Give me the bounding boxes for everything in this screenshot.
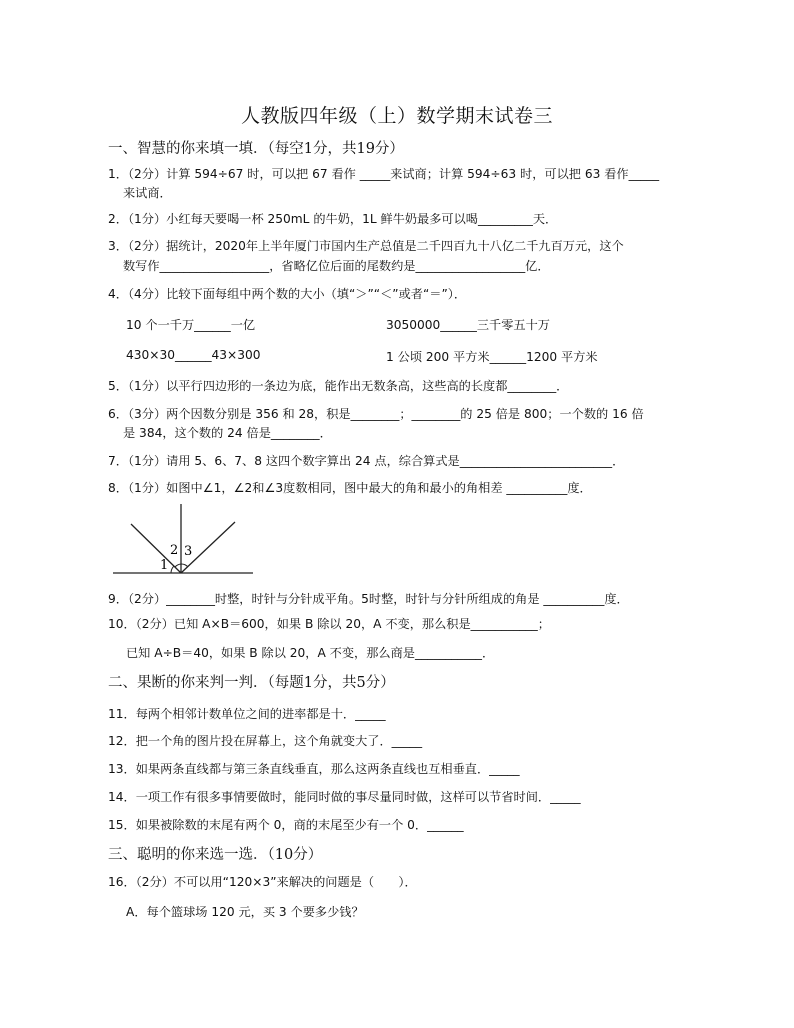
angle-2-arc: [175, 564, 181, 567]
section-heading-judge: 二、果断的你来判一判．（每题1分，共5分）: [108, 675, 395, 691]
angle-label-2: 2: [170, 543, 179, 558]
question-10: 10．（2分）已知 A×B＝600，如果 B 除以 20，A 不变，那么积是___________；: [108, 617, 550, 631]
page-title: 人教版四年级（上）数学期末试卷三: [240, 105, 553, 127]
question-14: 14．一项工作有很多事情要做时，能同时做的事尽量同时做，这样可以节省时间．_____: [108, 790, 581, 804]
question-3: 3．（2分）据统计，2020年上半年厦门市国内生产总值是二千四百九十八亿二千九百万元，这个: [108, 239, 624, 253]
question-15: 15．如果被除数的末尾有两个 0，商的末尾至少有一个 0．______: [108, 818, 464, 832]
angle-label-1: 1: [160, 558, 169, 573]
angle-1-arc: [171, 566, 174, 573]
question-6: 6．（3分）两个因数分别是 356 和 28，积是________；________的 25 倍是 800；一个数的 16 倍: [108, 407, 644, 421]
question-13: 13．如果两条直线都与第三条直线垂直，那么这两条直线也互相垂直．_____: [108, 762, 520, 776]
question-4-item: 1 公顷 200 平方米______1200 平方米: [386, 350, 598, 364]
question-4-item: 430×30______43×300: [126, 348, 261, 362]
question-12: 12．把一个角的图片投在屏幕上，这个角就变大了．_____: [108, 734, 423, 748]
angle-label-3: 3: [184, 544, 193, 559]
angle-3-arc: [181, 564, 188, 567]
question-2: 2．（1分）小红每天要喝一杯 250mL 的牛奶，1L 鲜牛奶最多可以喝_________天．: [108, 212, 558, 226]
question-4-item: 10 个一千万______一亿: [126, 318, 256, 332]
question-8: 8．（1分）如图中∠1，∠2和∠3度数相同，图中最大的角和最小的角相差 __________度．: [108, 481, 592, 495]
question-10-cont: 已知 A÷B＝40，如果 B 除以 20，A 不变，那么商是___________．: [126, 646, 495, 660]
section-heading-choose: 三、聪明的你来选一选．（10分）: [108, 847, 323, 863]
question-16: 16．（2分）不可以用“120×3”来解决的问题是（ ）．: [108, 875, 417, 889]
question-9: 9．（2分）________时整，时针与分针成平角。5时整，时针与分针所组成的角是 __________度．: [108, 592, 629, 606]
question-4-item: 3050000______三千零五十万: [386, 318, 550, 332]
question-6-cont: 是 384，这个数的 24 倍是________．: [123, 426, 332, 440]
question-5: 5．（1分）以平行四边形的一条边为底，能作出无数条高，这些高的长度都________．: [108, 379, 569, 393]
angle-figure: [113, 500, 253, 580]
question-1-cont: 来试商．: [123, 186, 172, 200]
question-3-cont: 数写作__________________，省略亿位后面的尾数约是__________________亿．: [123, 259, 550, 273]
section-heading-fill: 一、智慧的你来填一填．（每空1分，共19分）: [108, 141, 404, 157]
question-7: 7．（1分）请用 5、6、7、8 这四个数字算出 24 点，综合算式是_________________________．: [108, 454, 625, 468]
question-4: 4．（4分）比较下面每组中两个数的大小（填“＞”“＜”或者“＝”）．: [108, 287, 467, 301]
question-1: 1．（2分）计算 594÷67 时，可以把 67 看作 _____来试商；计算 594÷63 时，可以把 63 看作_____: [108, 167, 660, 181]
question-16-option-a: A．每个篮球场 120 元，买 3 个要多少钱？: [126, 905, 364, 919]
question-11: 11．每两个相邻计数单位之间的进率都是十．_____: [108, 707, 386, 721]
